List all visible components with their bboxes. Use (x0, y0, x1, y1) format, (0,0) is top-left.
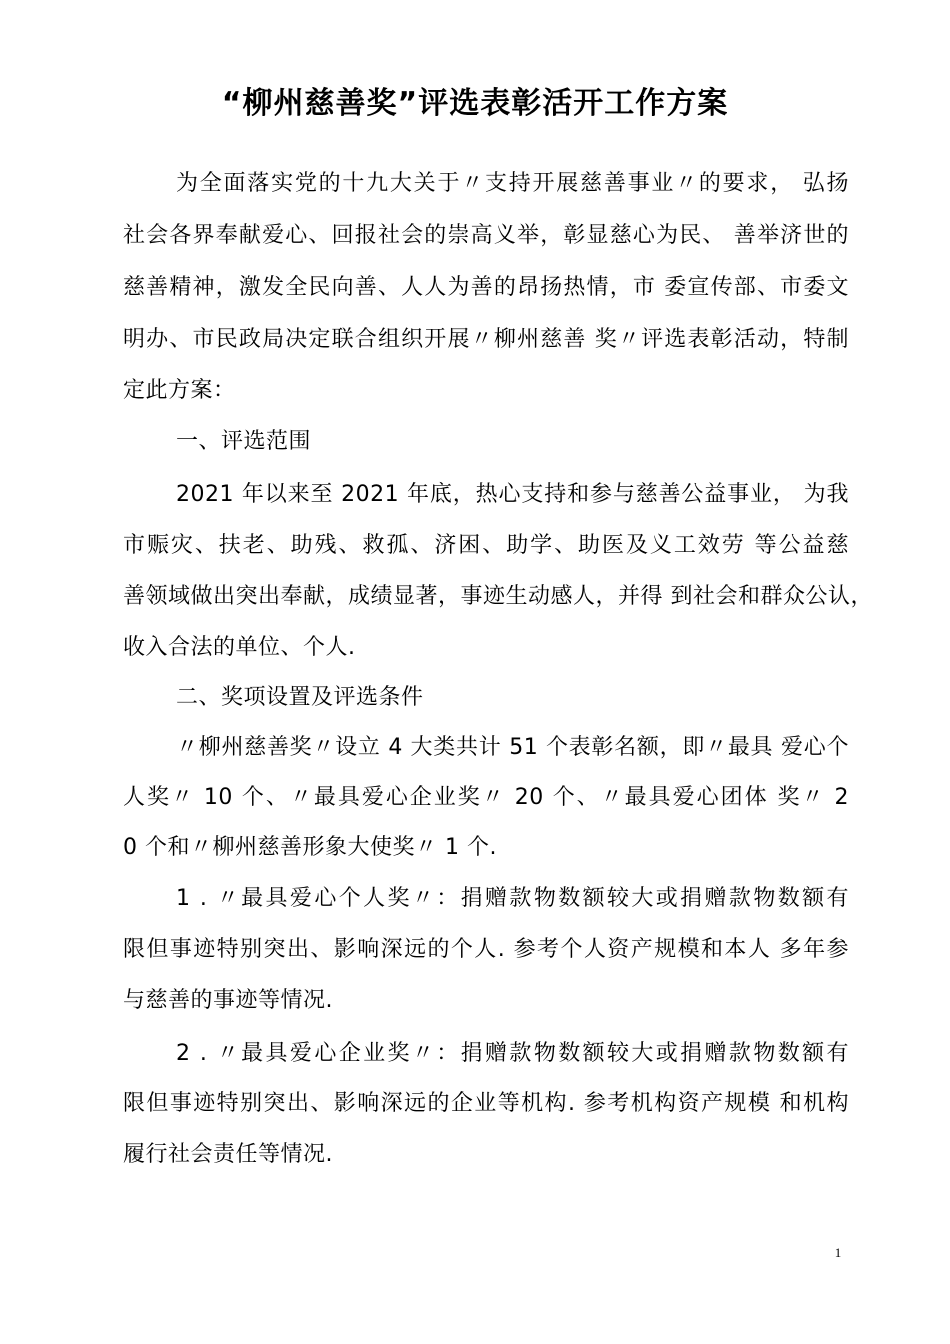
paragraph-line: 履行社会责任等情况. (123, 1142, 333, 1167)
paragraph-line: 善领域做出突出奉献，成绩显著，事迹生动感人，并得 到社会和群众公认， (123, 584, 873, 609)
paragraph-line: 收入合法的单位、个人. (123, 635, 356, 660)
paragraph-line: 2021 年以来至 2021 年底，热心支持和参与慈善公益事业， 为我 (176, 482, 849, 507)
paragraph-line: 慈善精神，激发全民向善、人人为善的昂扬热情，市 委宣传部、市委文 (123, 275, 849, 300)
paragraph-line: 市赈灾、扶老、助残、救孤、济困、助学、助医及义工效劳 等公益慈 (123, 533, 849, 558)
paragraph-line: 为全面落实党的十九大关于〃支持开展慈善事业〃的要求， 弘扬 (176, 171, 849, 196)
document-title: “柳州慈善奖”评选表彰活开工作方案 (221, 86, 729, 121)
paragraph-line: 人奖〃 10 个、〃最具爱心企业奖〃 20 个、〃最具爱心团体 奖〃 2 (123, 785, 849, 810)
paragraph-line: 限但事迹特别突出、影响深远的企业等机构. 参考机构资产规模 和机构 (123, 1091, 849, 1116)
paragraph-line: 0 个和〃柳州慈善形象大使奖〃 1 个. (123, 835, 497, 860)
section-heading: 一、评选范围 (176, 429, 312, 454)
paragraph-line: 明办、市民政局决定联合组织开展〃柳州慈善 奖〃评选表彰活动，特制 (123, 327, 849, 352)
paragraph-line: 2 . 〃最具爱心企业奖〃：捐赠款物数额较大或捐赠款物数额有 (176, 1041, 849, 1066)
paragraph-line: 社会各界奉献爱心、回报社会的崇高义举，彰显慈心为民、 善举济世的 (123, 223, 849, 248)
paragraph-line: 1 . 〃最具爱心个人奖〃：捐赠款物数额较大或捐赠款物数额有 (176, 886, 849, 911)
paragraph-line: 与慈善的事迹等情况. (123, 988, 333, 1013)
page-number: 1 (834, 1245, 842, 1260)
paragraph-line: 〃柳州慈善奖〃设立 4 大类共计 51 个表彰名额，即〃最具 爱心个 (176, 735, 849, 760)
paragraph-line: 定此方案： (123, 378, 236, 403)
section-heading: 二、奖项设置及评选条件 (176, 685, 424, 710)
paragraph-line: 限但事迹特别突出、影响深远的个人. 参考个人资产规模和本人 多年参 (123, 937, 849, 962)
